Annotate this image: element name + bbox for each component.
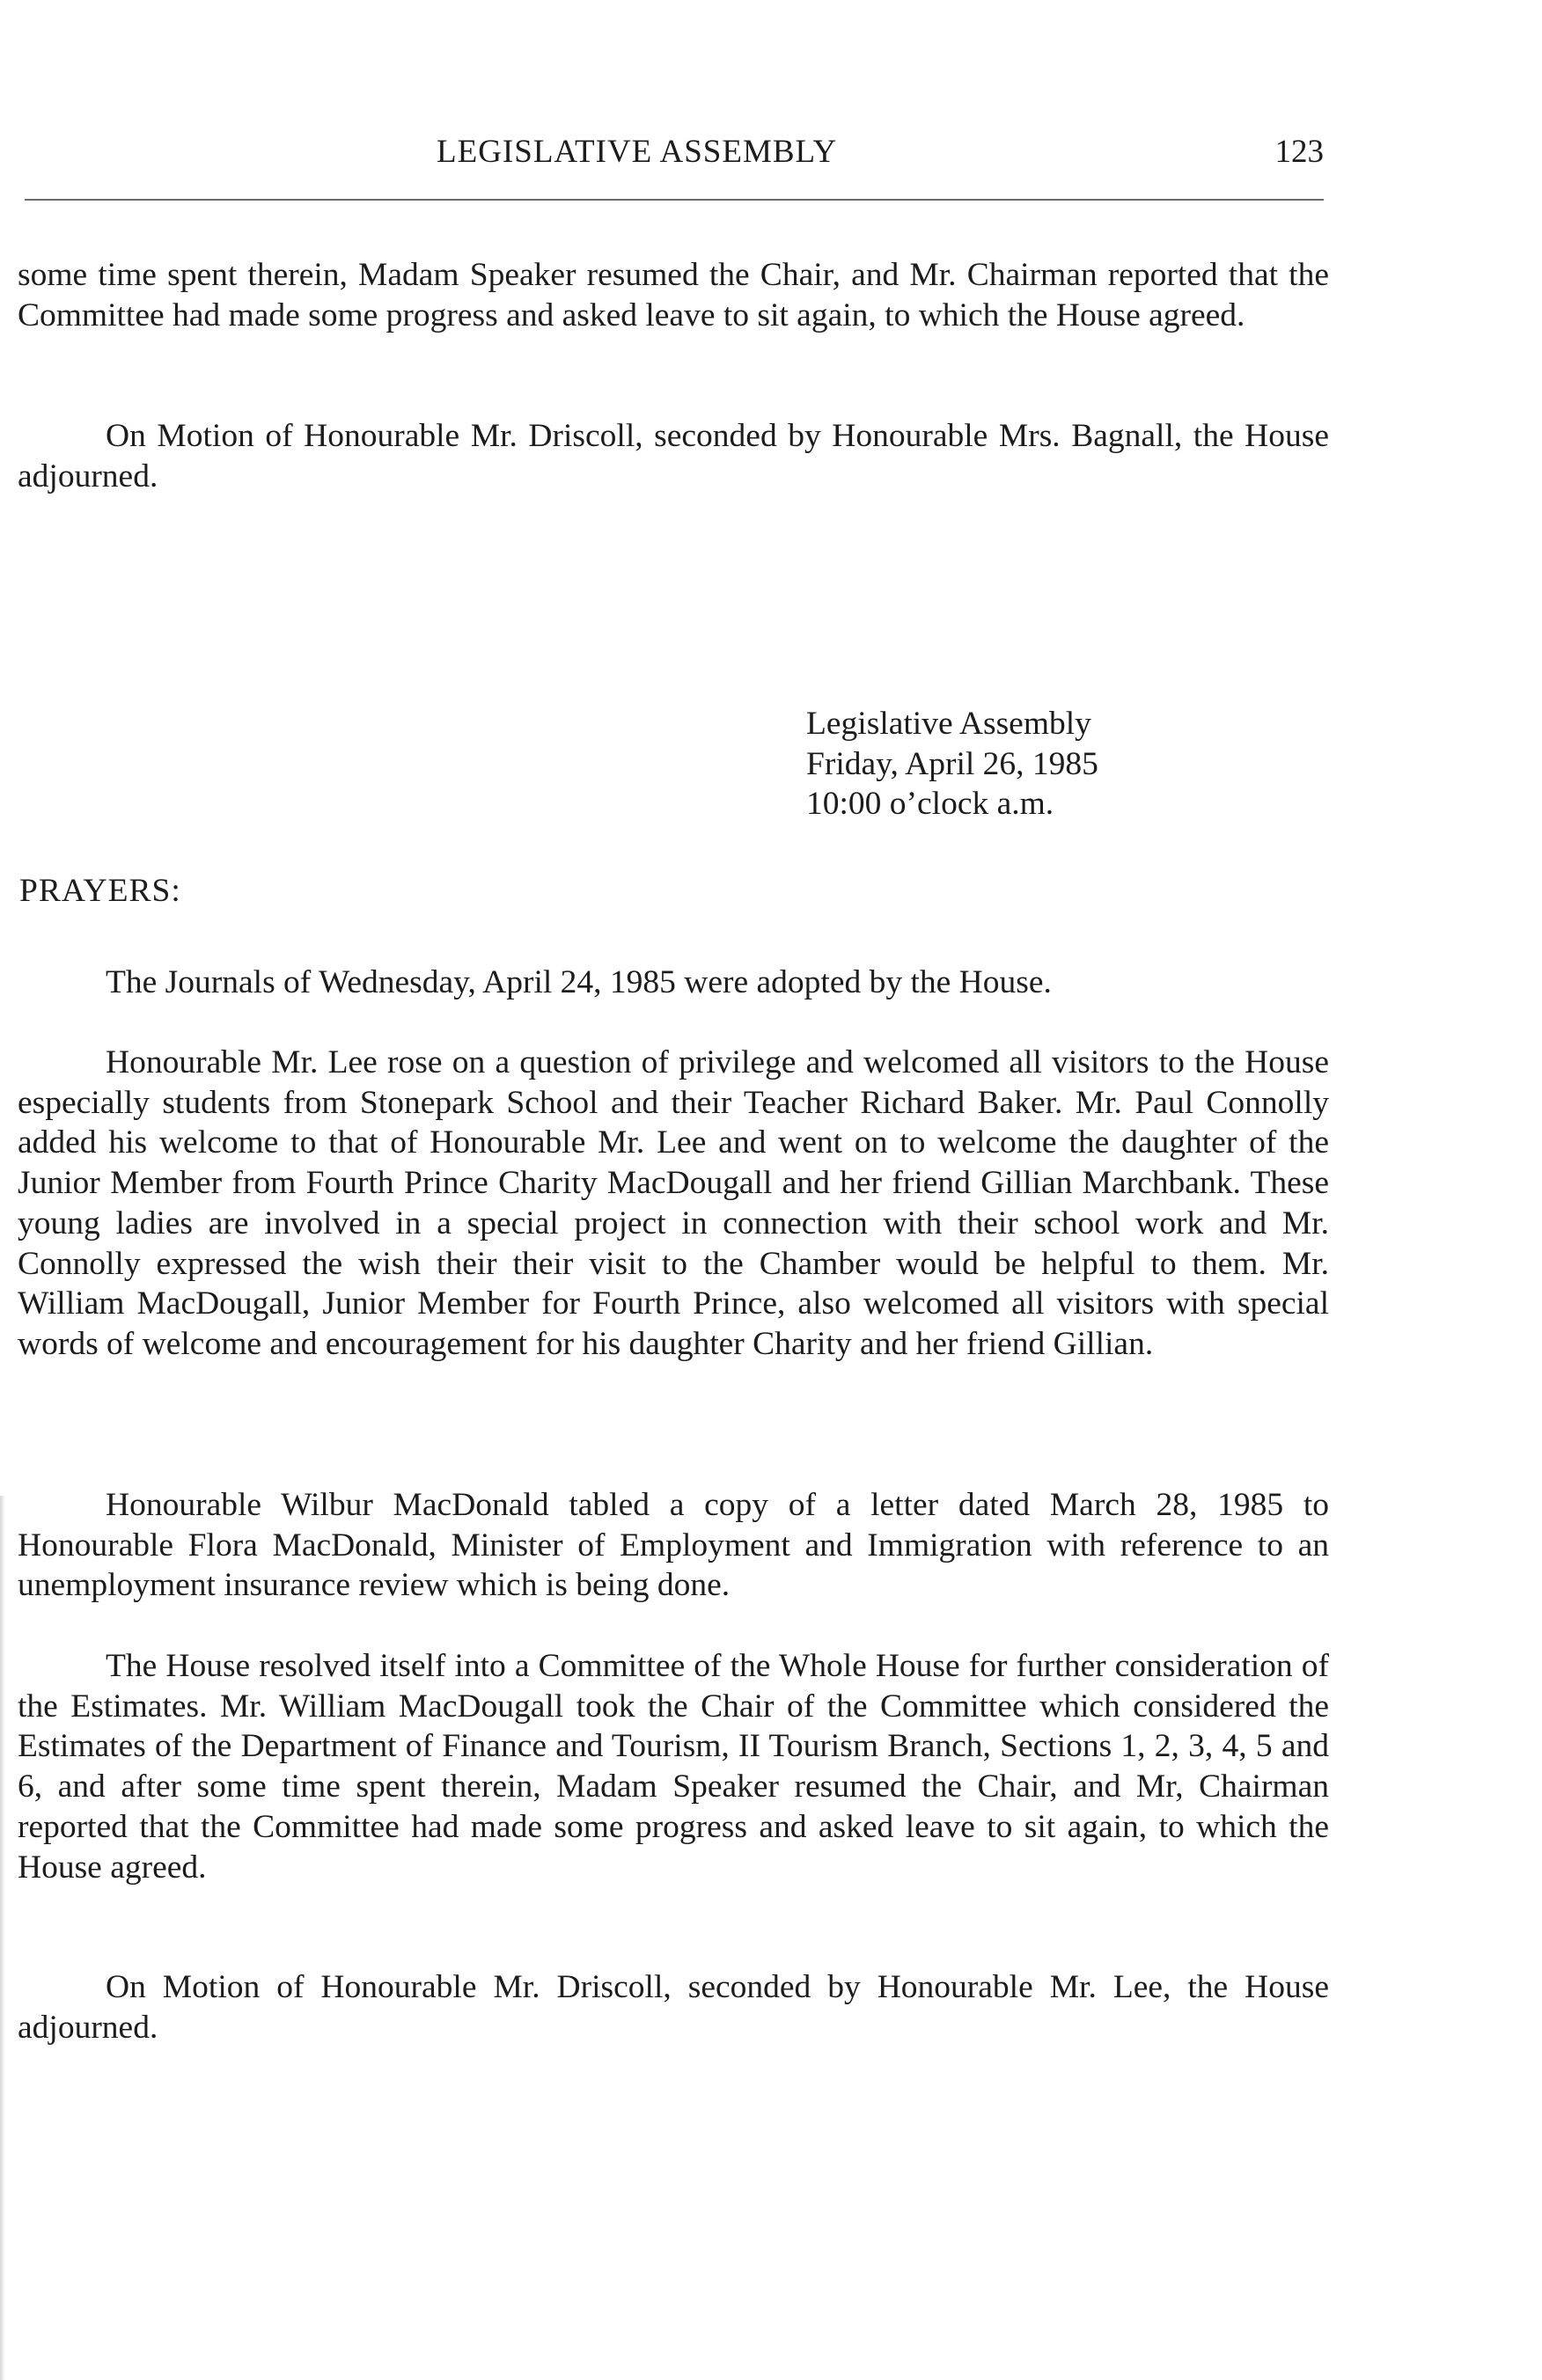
page-edge-shadow [0, 1496, 5, 2380]
dateline-assembly: Legislative Assembly [806, 706, 1091, 742]
prayers-heading: PRAYERS: [19, 873, 181, 909]
header-title: LEGISLATIVE ASSEMBLY [437, 134, 838, 170]
adjournment-paragraph-1: On Motion of Honourable Mr. Driscoll, seconded by Honourable Mrs. Bagnall, the House adjourned. [18, 418, 1329, 494]
page-number: 123 [1274, 134, 1324, 170]
header-rule [25, 199, 1324, 201]
running-header [25, 130, 1324, 183]
journals-paragraph: The Journals of Wednesday, April 24, 1985 were adopted by the House. [106, 964, 1052, 1000]
adjournment-paragraph-2: On Motion of Honourable Mr. Driscoll, seconded by Honourable Mr. Lee, the House adjourned. [18, 1969, 1329, 2046]
dateline-date: Friday, April 26, 1985 [806, 745, 1098, 782]
visitors-paragraph: Honourable Mr. Lee rose on a question of privilege and welcomed all visitors to the House especially students from Stonepark School and their Teacher Richard Baker. Mr. Paul Connolly added his welcome to that of Honourable Mr. Lee and went on to welcome the daughter of the Junior Member from Fourth Prince Charity MacDougall and her friend Gillian Marchbank. These young ladies are involved in a special project in connection with their school work and Mr. Connolly expressed the wish their their visit to the Chamber would be helpful to them. Mr. William MacDougall, Junior Member for Fourth Prince, also welcomed all visitors with special words of welcome and encouragement for his daughter Charity and her friend Gillian. [18, 1044, 1329, 1362]
committee-paragraph: The House resolved itself into a Committee of the Whole House for further consideration of the Estimates. Mr. William MacDougall took the Chair of the Committee which considered the Estimates of the Department of Finance and Tourism, II Tourism Branch, Sections 1, 2, 3, 4, 5 and 6, and after some time spent therein, Madam Speaker resumed the Chair, and Mr, Chairman reported that the Committee had made some progress and asked leave to sit again, to which the House agreed. [18, 1648, 1329, 1886]
letter-paragraph: Honourable Wilbur MacDonald tabled a copy of a letter dated March 28, 1985 to Honourable Flora MacDonald, Minister of Employment and Immigration with reference to an unemployment insurance review which is being done. [18, 1487, 1329, 1604]
sitting-dateline [806, 704, 1098, 824]
dateline-time: 10:00 o’clock a.m. [806, 786, 1054, 823]
continuation-paragraph: some time spent therein, Madam Speaker resumed the Chair, and Mr. Chairman reported that the Committee had made some progress and asked leave to sit again, to which the House agreed. [18, 257, 1329, 333]
